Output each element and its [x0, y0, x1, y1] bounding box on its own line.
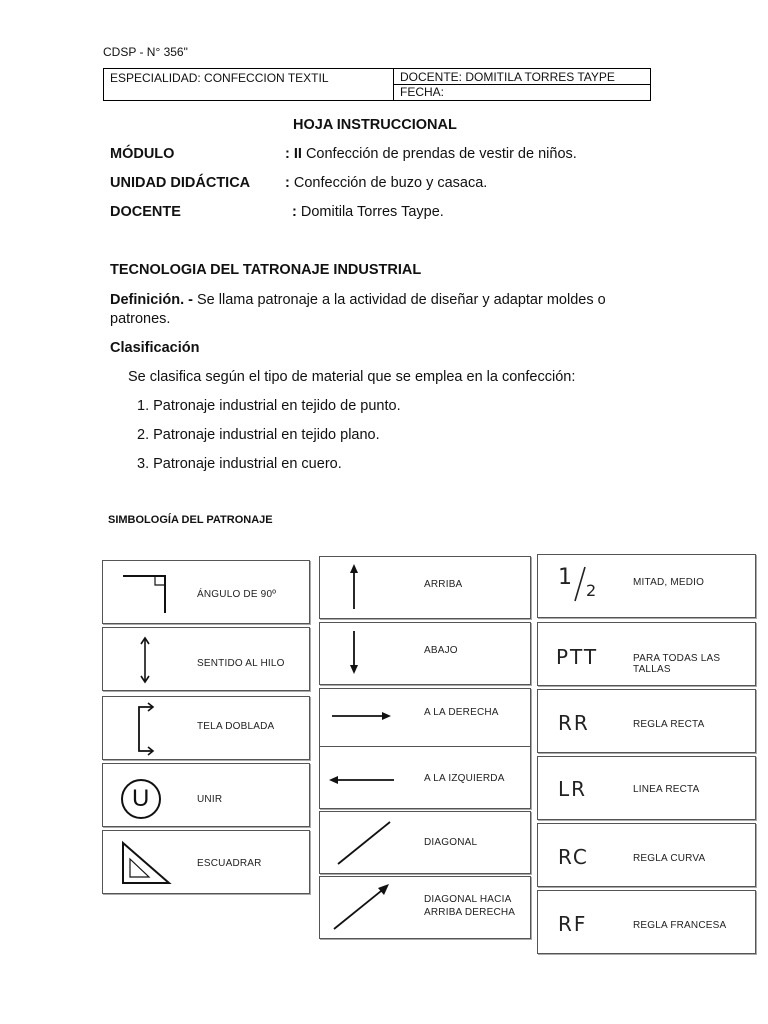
clasificacion-intro: Se clasifica según el tipo de material que se emplea en la confección: [128, 369, 576, 385]
rf-abbr: RF [558, 912, 588, 936]
section-title: TECNOLOGIA DEL TATRONAJE INDUSTRIAL [110, 262, 422, 278]
symbol-diagonal-arriba-derecha [319, 876, 531, 939]
symbol-rc [537, 823, 756, 887]
symbol-label: PARA TODAS LAS TALLAS [633, 653, 721, 675]
rr-abbr: RR [558, 711, 590, 735]
symbol-label: UNIR [197, 794, 223, 805]
symbol-diagonal [319, 811, 531, 874]
symbol-rr [537, 689, 756, 753]
docente-cell: DOCENTE: DOMITILA TORRES TAYPE [394, 69, 650, 85]
half-numerator: 1 [558, 565, 572, 590]
symbol-label: ARRIBA DERECHA [424, 907, 516, 918]
ptt-abbr: PTT [556, 645, 599, 669]
symbol-abajo [319, 622, 531, 685]
definition-label: Definición. - [110, 292, 193, 308]
symbol-label: MITAD, MEDIO [633, 577, 705, 588]
symbol-label: TELA DOBLADA [197, 721, 275, 732]
symbol-mitad [537, 554, 756, 618]
symbol-izquierda [319, 746, 531, 809]
definition-text-2: patrones. [110, 311, 171, 327]
symbol-label: A LA IZQUIERDA [424, 773, 505, 784]
modulo-row [285, 146, 577, 162]
symbol-label: REGLA RECTA [633, 719, 705, 730]
list-item: 2. Patronaje industrial en tejido plano. [137, 427, 380, 443]
half-denominator: 2 [586, 581, 597, 600]
symbol-unir [102, 763, 310, 827]
symbol-label: DIAGONAL HACIA [424, 894, 512, 905]
symbol-tela-doblada [102, 696, 310, 760]
docente-value: Domitila Torres Taype. [296, 204, 444, 220]
symbol-label: SENTIDO AL HILO [197, 658, 285, 669]
docente-row [292, 204, 444, 220]
symbol-arriba [319, 556, 531, 619]
rc-abbr: RC [558, 845, 589, 869]
symbol-lr [537, 756, 756, 820]
unidad-row [285, 175, 487, 191]
symbol-label: A LA DERECHA [424, 707, 499, 718]
symbol-label: ARRIBA [424, 579, 463, 590]
especialidad-cell: ESPECIALIDAD: CONFECCION TEXTIL [104, 69, 394, 100]
header-table [103, 68, 651, 101]
symbol-label: REGLA CURVA [633, 853, 706, 864]
unidad-label: UNIDAD DIDÁCTICA [110, 175, 251, 191]
symbol-label: ÁNGULO DE 90º [197, 589, 277, 600]
docente-sep: : [292, 204, 297, 220]
symbol-label: REGLA FRANCESA [633, 920, 727, 931]
symbol-ptt [537, 622, 756, 686]
fecha-cell: FECHA: [400, 85, 445, 99]
symbol-derecha [319, 688, 531, 751]
symbol-label: ESCUADRAR [197, 858, 262, 869]
symbol-angulo-90 [102, 560, 310, 624]
doc-code: CDSP - N° 356" [103, 45, 188, 59]
page-title: HOJA INSTRUCCIONAL [293, 117, 457, 133]
modulo-value: Confección de prendas de vestir de niños. [301, 146, 577, 162]
unidad-sep: : [285, 175, 290, 191]
symbol-escuadrar [102, 830, 310, 894]
simbologia-title: SIMBOLOGÍA DEL PATRONAJE [108, 514, 273, 526]
symbol-label: DIAGONAL [424, 837, 478, 848]
docente-label: DOCENTE [110, 204, 181, 220]
arrow-right-icon [320, 689, 532, 752]
symbol-label: LINEA RECTA [633, 784, 700, 795]
symbol-rf [537, 890, 756, 954]
definition-text: Se llama patronaje a la actividad de diseñar y adaptar moldes o [192, 292, 606, 308]
unir-letter: U [132, 785, 150, 812]
symbol-label: ABAJO [424, 645, 458, 656]
modulo-label: MÓDULO [110, 146, 175, 162]
symbol-sentido-hilo [102, 627, 310, 691]
list-item: 1. Patronaje industrial en tejido de punto. [137, 398, 401, 414]
clasificacion-label: Clasificación [110, 340, 200, 356]
modulo-sep: : II [285, 146, 302, 162]
definition-paragraph [110, 292, 670, 308]
unidad-value: Confección de buzo y casaca. [289, 175, 488, 191]
lr-abbr: LR [558, 777, 588, 801]
list-item: 3. Patronaje industrial en cuero. [137, 456, 342, 472]
